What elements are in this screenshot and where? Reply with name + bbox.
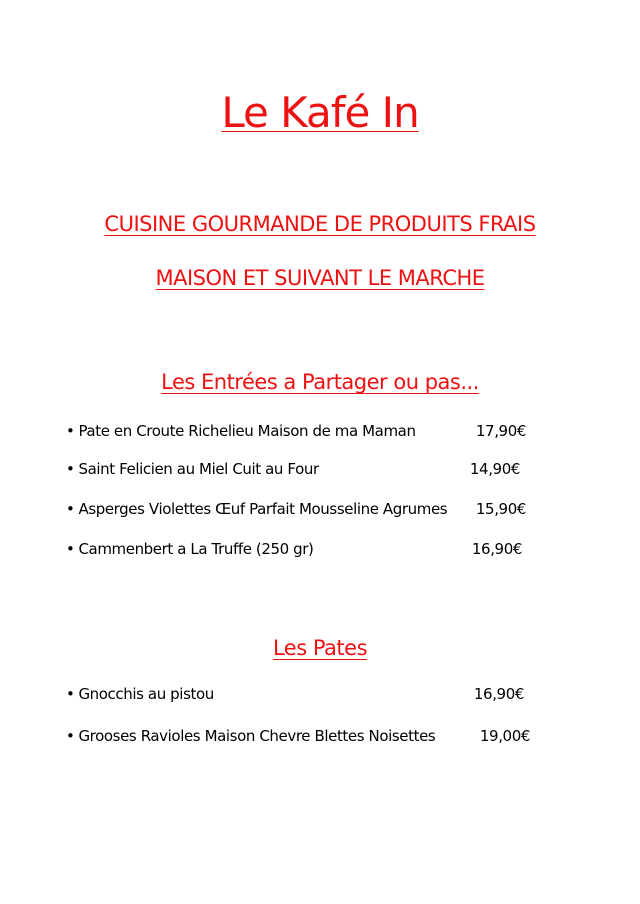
bullet-icon: •: [66, 727, 75, 745]
subtitle-line-1: [0, 212, 640, 236]
section-heading-entrees: [0, 370, 640, 394]
item-name: Gnocchis au pistou: [78, 685, 214, 703]
item-name: Asperges Violettes Œuf Parfait Mousseline Agrumes: [78, 500, 448, 518]
section-heading-entrees-text: Les Entrées a Partager ou pas...: [161, 370, 479, 394]
menu-item: [66, 460, 536, 484]
bullet-icon: •: [66, 500, 75, 518]
item-price: 16,90€: [473, 685, 524, 703]
menu-item: [66, 422, 536, 446]
subtitle-line-2-text: MAISON ET SUIVANT LE MARCHE: [155, 266, 485, 290]
item-price: 16,90€: [471, 540, 522, 558]
restaurant-title: [0, 88, 640, 137]
item-price: 19,00€: [479, 727, 530, 745]
section-heading-pates-text: Les Pates: [272, 636, 368, 660]
bullet-icon: •: [66, 460, 75, 478]
bullet-icon: •: [66, 422, 75, 440]
item-name: Pate en Croute Richelieu Maison de ma Maman: [78, 422, 416, 440]
menu-item: [66, 540, 536, 564]
subtitle-line-2: [0, 266, 640, 290]
menu-item: [66, 500, 536, 524]
item-name: Cammenbert a La Truffe (250 gr): [78, 540, 314, 558]
menu-item: [66, 727, 536, 751]
item-price: 14,90€: [469, 460, 520, 478]
bullet-icon: •: [66, 540, 75, 558]
item-price: 17,90€: [475, 422, 526, 440]
subtitle-line-1-text: CUISINE GOURMANDE DE PRODUITS FRAIS: [104, 212, 536, 236]
item-price: 15,90€: [475, 500, 526, 518]
item-name: Grooses Ravioles Maison Chevre Blettes Noisettes: [78, 727, 436, 745]
restaurant-title-text: Le Kafé In: [221, 88, 419, 137]
section-heading-pates: [0, 636, 640, 660]
item-name: Saint Felicien au Miel Cuit au Four: [78, 460, 319, 478]
menu-item: [66, 685, 536, 709]
bullet-icon: •: [66, 685, 75, 703]
